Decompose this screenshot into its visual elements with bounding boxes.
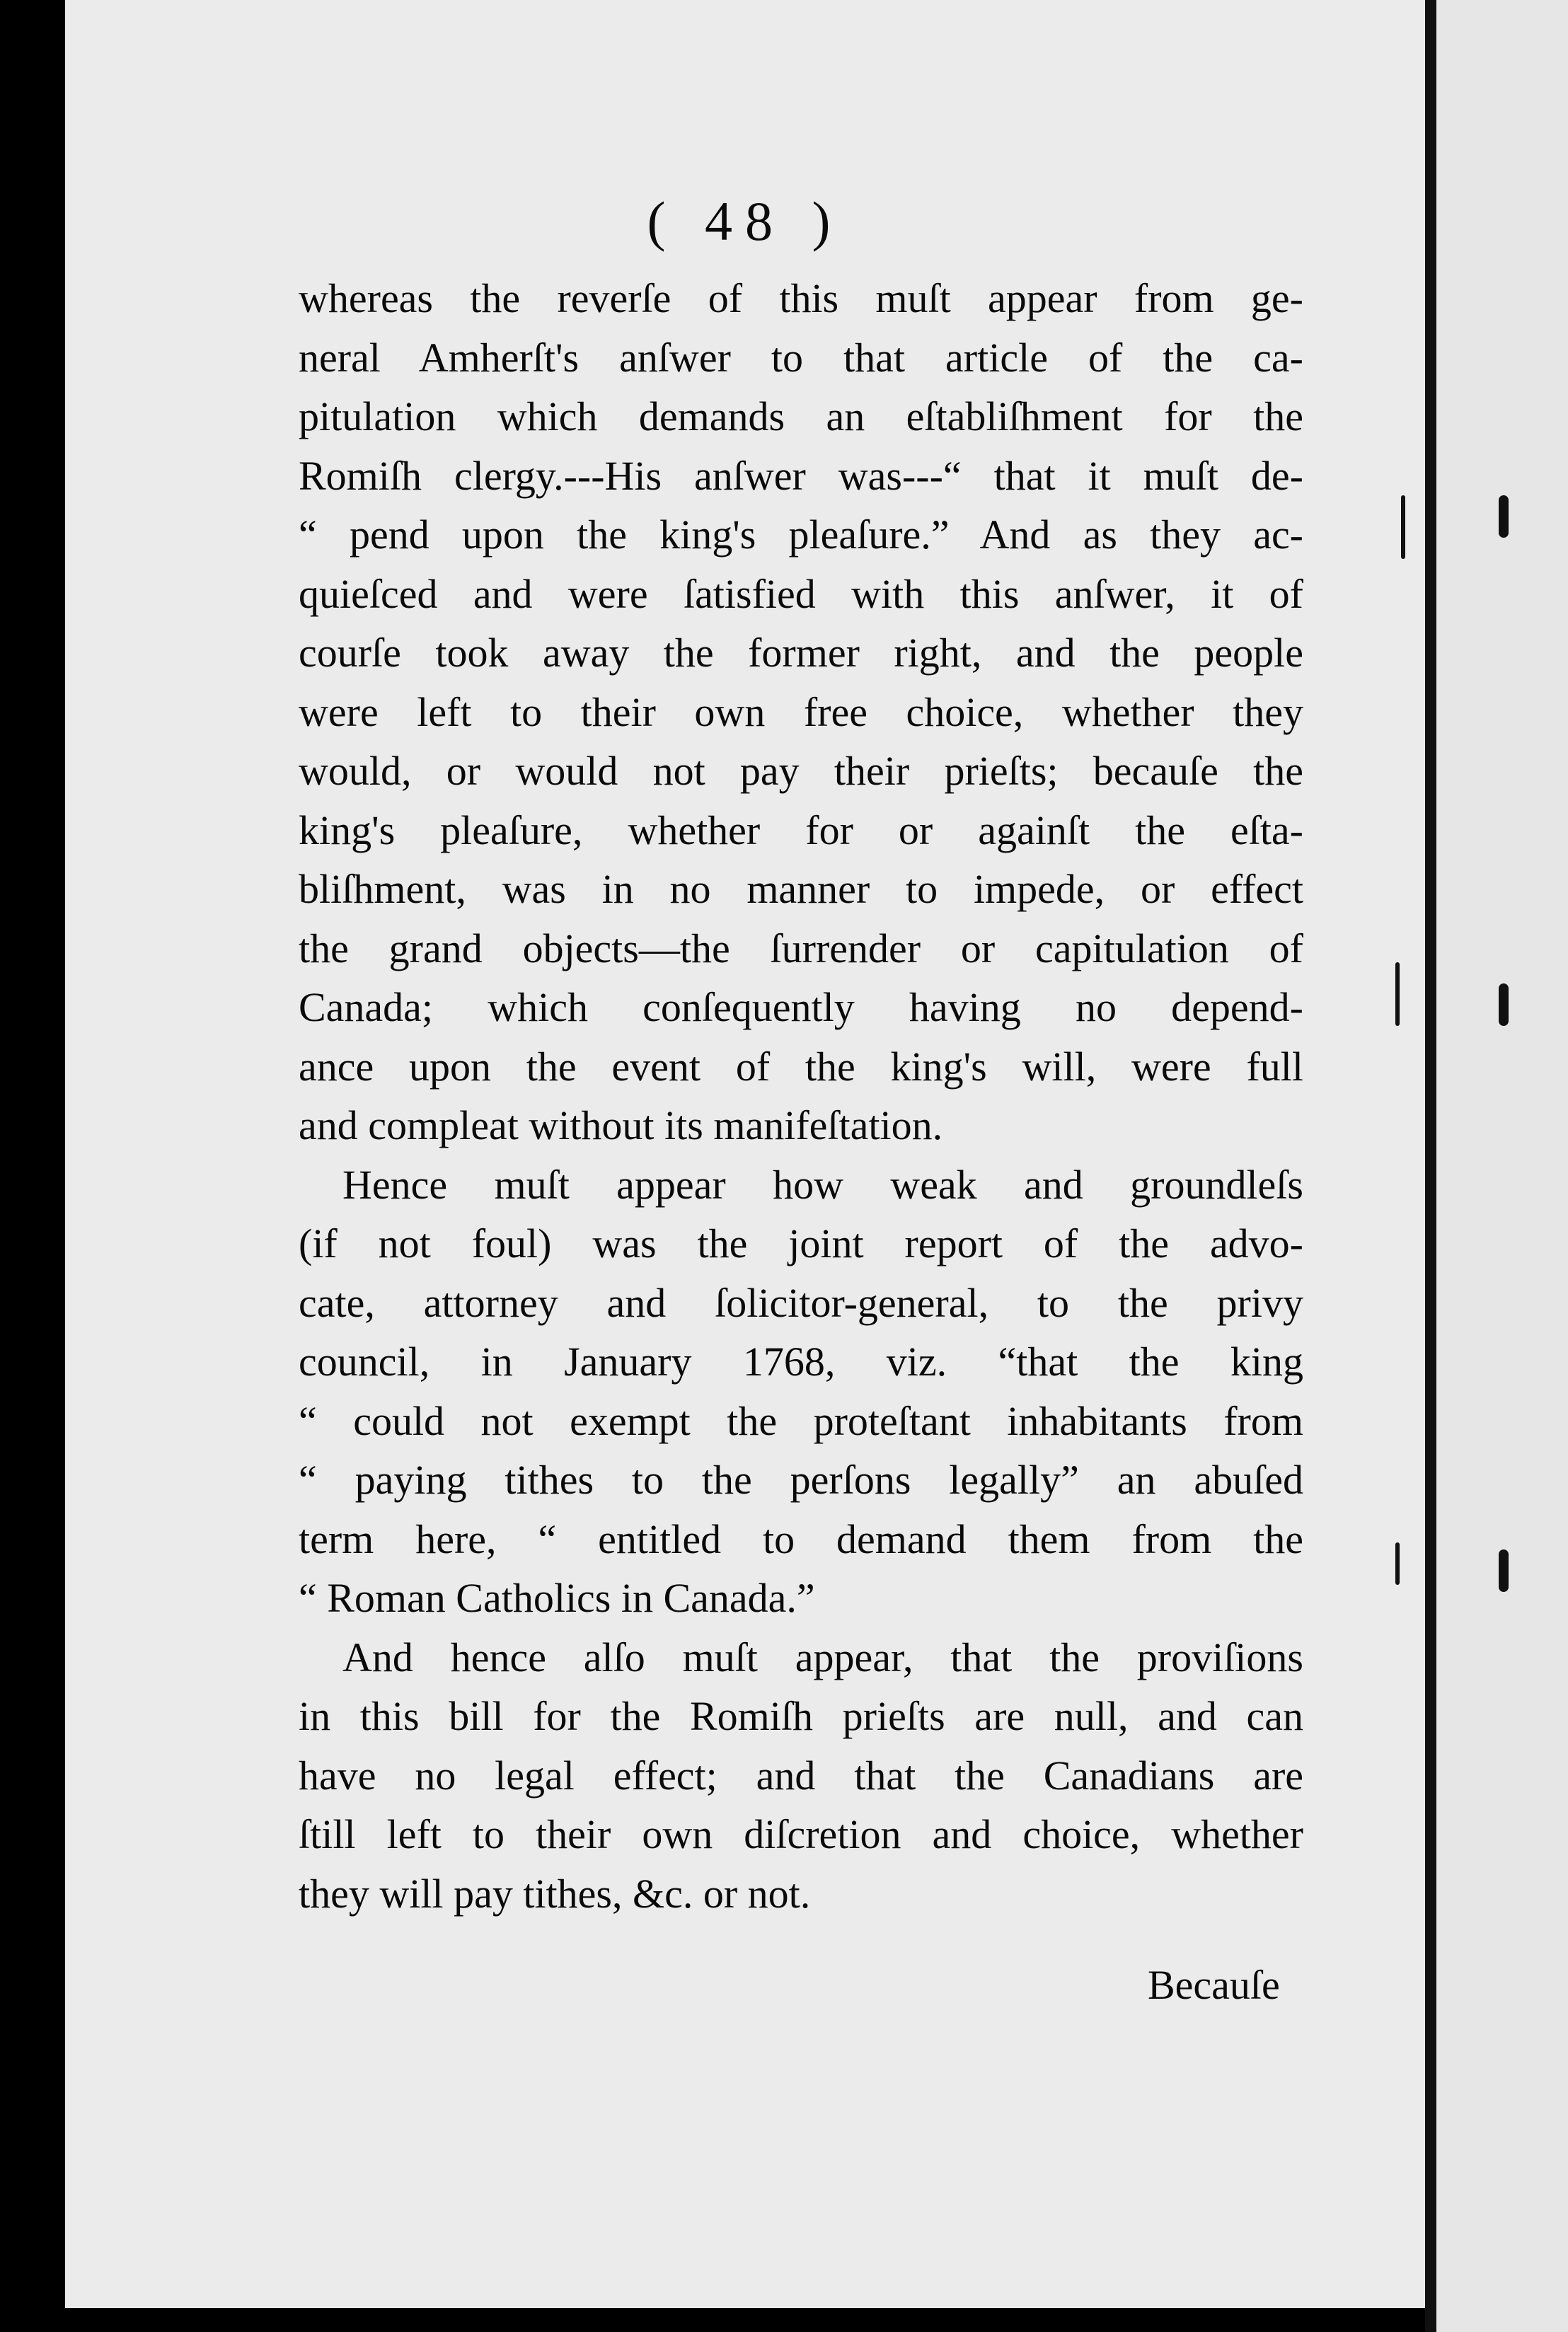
text-line: term here, “ entitled to demand them from the [299, 1516, 1303, 1562]
text-line: have no legal effect; and that the Canadians are [299, 1752, 1303, 1799]
page-edge-mark [1395, 962, 1400, 1026]
text-line: ance upon the event of the king's will, were full [299, 1043, 1303, 1090]
text-line: “ pend upon the king's pleaſure.” And as they ac- [299, 512, 1303, 558]
text-line: the grand objects—the ſurrender or capitulation of [299, 925, 1303, 971]
text-line: pitulation which demands an eſtabliſhment for the [299, 393, 1303, 439]
page-number: ( 48 ) [647, 190, 843, 252]
text-line: bliſhment, was in no manner to impede, or effect [299, 866, 1303, 912]
text-line: (if not foul) was the joint report of the advo- [299, 1220, 1303, 1266]
page-edge-mark [1499, 983, 1509, 1026]
text-line: “ paying tithes to the perſons legally” an abuſed [299, 1457, 1303, 1503]
text-line: king's pleaſure, whether for or againſt the eſta- [299, 807, 1303, 853]
catchword: Becauſe [1148, 1962, 1280, 2008]
page-gutter [1425, 0, 1436, 2332]
text-line: council, in January 1768, viz. “that the king [299, 1339, 1303, 1385]
adjacent-page-edge [1436, 0, 1568, 2332]
text-line: “ Roman Catholics in Canada.” [299, 1575, 815, 1621]
text-line: neral Amherſt's anſwer to that article of the ca- [299, 334, 1303, 381]
text-line: “ could not exempt the proteſtant inhabitants from [299, 1397, 1303, 1444]
page-edge-mark [1499, 1549, 1509, 1592]
text-line: quieſced and were ſatisfied with this anſwer, it of [299, 570, 1303, 617]
page-edge-mark [1401, 495, 1405, 559]
book-page [65, 0, 1425, 2308]
paragraph-3 [299, 1628, 1303, 1924]
text-line: Canada; which conſequently having no depend- [299, 984, 1303, 1030]
text-line: whereas the reverſe of this muſt appear from ge- [299, 275, 1303, 321]
text-line: and compleat without its manifeſtation. [299, 1102, 943, 1148]
text-line: cate, attorney and ſolicitor-general, to the privy [299, 1279, 1303, 1326]
page-edge-mark [1395, 1542, 1400, 1585]
text-line: they will pay tithes, &c. or not. [299, 1870, 811, 1917]
text-line: would, or would not pay their prieſts; becauſe the [299, 748, 1303, 794]
text-line: Hence muſt appear how weak and groundleſs [342, 1161, 1303, 1208]
text-line: Romiſh clergy.---His anſwer was---“ that it muſt de- [299, 452, 1303, 499]
text-line: were left to their own free choice, whether they [299, 688, 1303, 735]
text-line: ſtill left to their own diſcretion and choice, whether [299, 1811, 1303, 1857]
paragraph-2 [299, 1155, 1303, 1628]
page-edge-mark [1499, 495, 1509, 538]
paragraph-1 [299, 269, 1303, 1155]
body-text [299, 269, 1303, 1923]
text-line: in this bill for the Romiſh prieſts are null, and can [299, 1693, 1303, 1739]
text-line: courſe took away the former right, and the people [299, 630, 1303, 676]
text-line: And hence alſo muſt appear, that the proviſions [342, 1634, 1303, 1680]
